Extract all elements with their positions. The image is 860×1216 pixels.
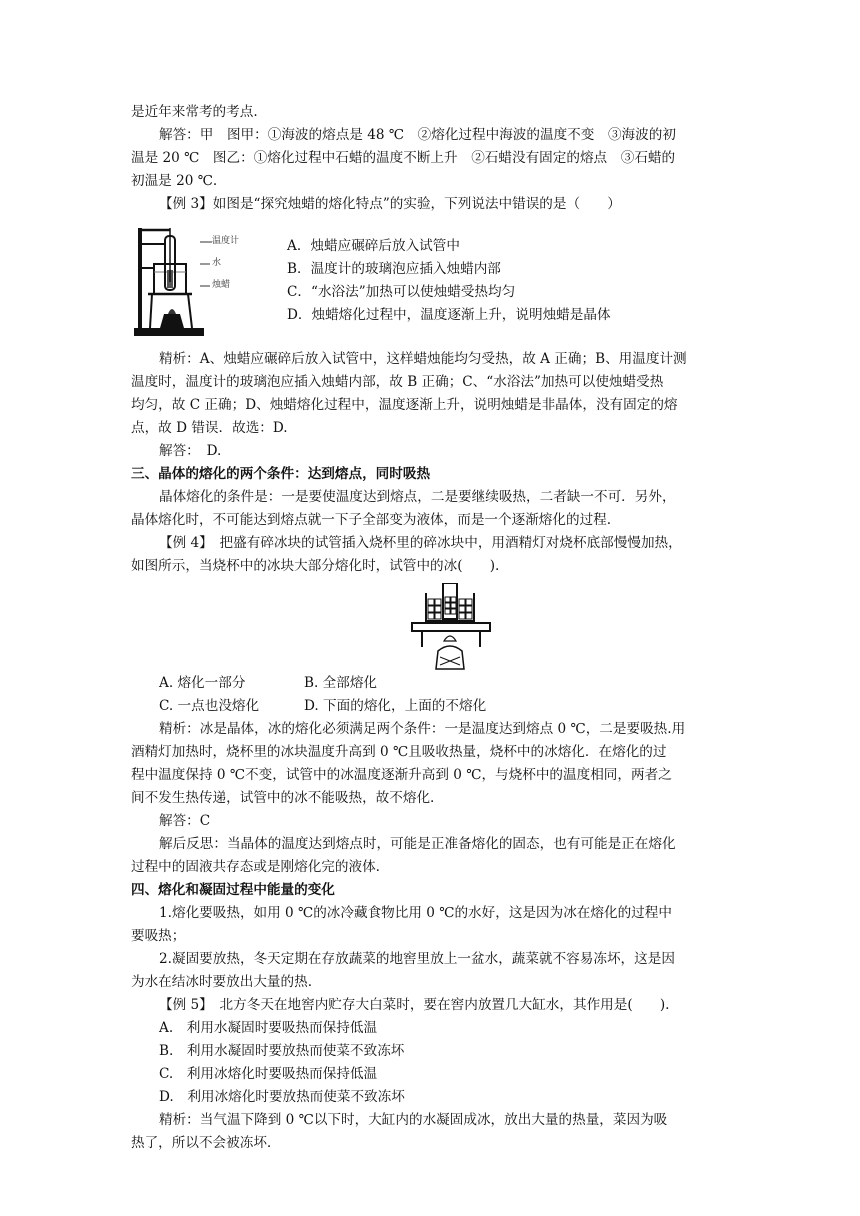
example-3-option-a: A．烛蜡应碾碎后放入试管中	[287, 238, 460, 254]
text-line: 间不发生热传递，试管中的冰不能吸热，故不熔化.	[131, 790, 435, 806]
example-4-option-d: D. 下面的熔化，上面的不熔化	[304, 698, 487, 714]
answer-line: 解答： D.	[159, 443, 222, 459]
section-heading-3: 三、晶体的熔化的两个条件：达到熔点，同时吸热	[131, 466, 431, 482]
example-5-option-b: B. 利用水凝固时要放热而使菜不致冻坏	[159, 1043, 405, 1059]
example-4-option-a: A. 熔化一部分	[159, 675, 246, 691]
example-5-question: 【例 5】 北方冬天在地窖内贮存大白菜时，要在窖内放置几大缸水，其作用是( ).	[159, 997, 670, 1013]
analysis-line: 精析：冰是晶体，冰的熔化必须满足两个条件：一是温度达到熔点 0 ℃，二是要吸热.用	[159, 721, 686, 737]
example-4-option-c: C. 一点也没熔化	[159, 698, 260, 714]
example-3-option-b: B．温度计的玻璃泡应插入烛蜡内部	[287, 261, 501, 277]
text-line: 2.凝固要放热，冬天定期在存放蔬菜的地窖里放上一盆水，蔬菜就不容易冻坏，这是因	[159, 951, 675, 967]
text-line: 过程中的固液共存态或是刚熔化完的液体.	[131, 859, 381, 875]
example-5-option-c: C. 利用冰熔化时要吸热而保持低温	[159, 1066, 378, 1082]
example-3-option-c: C．“水浴法”加热可以使烛蜡受热均匀	[287, 284, 516, 300]
answer-line: 解答：C	[159, 813, 211, 829]
example-5-option-d: D. 利用冰熔化时要放热而使菜不致冻坏	[159, 1089, 405, 1105]
text-line: 温是 20 ℃ 图乙：①熔化过程中石蜡的温度不断上升 ②石蜡没有固定的熔点 ③石蜡的	[131, 150, 676, 166]
text-line: 要吸热；	[131, 928, 186, 944]
reflection-line: 解后反思：当晶体的温度达到熔点时，可能是正准备熔化的固态，也有可能是正在熔化	[159, 836, 676, 852]
text-line: 如图所示，当烧杯中的冰块大部分熔化时，试管中的冰( ).	[131, 558, 500, 574]
text-line: 1.熔化要吸热，如用 0 ℃的冰冷藏食物比用 0 ℃的水好，这是因为冰在熔化的过程中	[159, 905, 672, 921]
text-line: 为水在结冰时要放出大量的热.	[131, 974, 313, 990]
text-line: 均匀，故 C 正确；D、烛蜡熔化过程中，温度逐渐上升，说明烛蜡是非晶体，没有固定的熔	[131, 397, 678, 413]
analysis-line: 精析：当气温下降到 0 ℃以下时，大缸内的水凝固成冰，放出大量的热量，菜因为吸	[159, 1112, 668, 1128]
example-3-question: 【例 3】如图是“探究烛蜡的熔化特点”的实验，下列说法中错误的是（ ）	[159, 196, 621, 212]
text-line: 热了，所以不会被冻坏.	[131, 1135, 272, 1151]
text-line: 初温是 20 ℃.	[131, 173, 218, 189]
figure-label-2: 水	[212, 258, 222, 268]
analysis-line: 精析：A、烛蜡应碾碎后放入试管中，这样蜡烛能均匀受热，故 A 正确；B、用温度计测	[159, 351, 687, 367]
answer-line: 解答：甲 图甲：①海波的熔点是 48 ℃ ②熔化过程中海波的温度不变 ③海波的初	[159, 127, 676, 143]
text-line: 是近年来常考的考点.	[131, 104, 258, 120]
text-line: 酒精灯加热时，烧杯里的冰块温度升高到 0 ℃且吸收热量，烧杯中的冰熔化．在熔化的过	[131, 744, 667, 760]
example-4-option-b: B. 全部熔化	[304, 675, 378, 691]
text-line: 程中温度保持 0 ℃不变，试管中的冰温度逐渐升高到 0 ℃，与烧杯中的温度相同，两者之	[131, 767, 672, 783]
figure-label-3: 烛蜡	[212, 280, 231, 290]
text-line: 晶体熔化时，不可能达到熔点就一下子全部变为液体，而是一个逐渐熔化的过程.	[131, 512, 612, 528]
example-3-option-d: D．烛蜡熔化过程中，温度逐渐上升，说明烛蜡是晶体	[287, 307, 611, 323]
text-line: 晶体熔化的条件是：一是要使温度达到熔点，二是要继续吸热，二者缺一不可．另外，	[159, 489, 676, 505]
ice-beaker-apparatus-figure	[408, 583, 494, 675]
figure-label-1: 温度计	[212, 236, 240, 246]
example-5-option-a: A. 利用水凝固时要吸热而保持低温	[159, 1020, 378, 1036]
text-line: 点，故 D 错误．故选：D.	[131, 420, 288, 436]
section-heading-4: 四、熔化和凝固过程中能量的变化	[131, 882, 335, 898]
text-line: 温度时，温度计的玻璃泡应插入烛蜡内部，故 B 正确；C、“水浴法”加热可以使烛蜡受热	[131, 374, 664, 390]
example-4-question: 【例 4】 把盛有碎冰块的试管插入烧杯里的碎冰块中，用酒精灯对烧杯底部慢慢加热，	[159, 535, 682, 551]
